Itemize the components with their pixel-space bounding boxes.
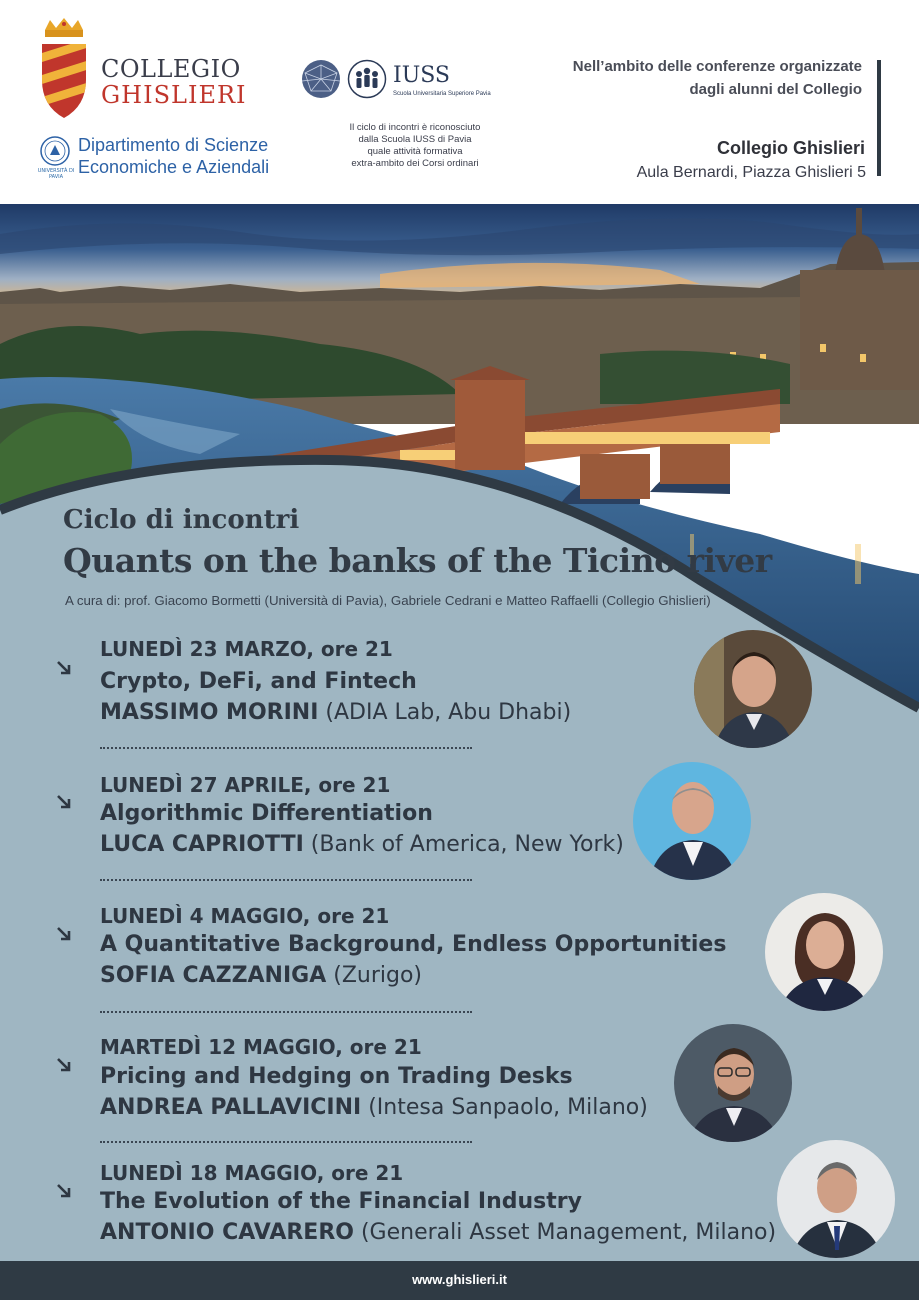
- universita-pavia-seal-icon: [40, 136, 70, 166]
- dotted-separator: [100, 1011, 472, 1013]
- event-date: MARTEDÌ 12 MAGGIO, ore 21: [100, 1035, 422, 1059]
- iuss-note-line: Il ciclo di incontri è riconosciuto: [349, 122, 481, 133]
- dotted-separator: [100, 747, 472, 749]
- speaker-affiliation: (Generali Asset Management, Milano): [360, 1220, 777, 1245]
- network-globe-icon: [301, 59, 341, 99]
- iuss-note-line: dalla Scuola IUSS di Pavia: [358, 134, 472, 145]
- series-label: Ciclo di incontri: [63, 505, 300, 535]
- department-name-line1: Dipartimento di Scienze: [78, 135, 269, 155]
- intro-line: dagli alunni del Collegio: [689, 81, 862, 98]
- iuss-note-line: extra-ambito dei Corsi ordinari: [351, 158, 479, 169]
- speaker-photo-pallavicini: [674, 1024, 792, 1142]
- speaker-name: MASSIMO MORINI: [100, 700, 319, 725]
- venue-name: Collegio Ghislieri: [716, 138, 865, 158]
- speaker-photo-capriotti: [633, 762, 751, 880]
- event-date: LUNEDÌ 18 MAGGIO, ore 21: [100, 1161, 404, 1185]
- event-title: Crypto, DeFi, and Fintech: [100, 669, 417, 694]
- iuss-subtitle: Scuola Universitaria Superiore Pavia: [393, 91, 491, 97]
- intro-line: Nell’ambito delle conferenze organizzate: [572, 58, 862, 75]
- iuss-note-line: quale attività formativa: [367, 146, 463, 157]
- event-title: Pricing and Hedging on Trading Desks: [100, 1064, 573, 1089]
- collegio-name-line2: GHISLIERI: [101, 81, 247, 109]
- speaker-name: SOFIA CAZZANIGA: [100, 963, 327, 988]
- event-title: Algorithmic Differentiation: [100, 801, 433, 826]
- speaker-photo-cazzaniga: [765, 893, 883, 1011]
- speaker-photo-cavarero: [777, 1140, 895, 1258]
- website-link[interactable]: www.ghislieri.it: [412, 1272, 507, 1287]
- curators-line: A cura di: prof. Giacomo Bormetti (Università di Pavia), Gabriele Cedrani e Matteo Raffaelli (Collegio Ghislieri): [65, 593, 711, 608]
- venue-accent-bar: [877, 60, 881, 176]
- arrow-down-right-icon: [56, 1183, 72, 1199]
- arrow-down-right-icon: [56, 660, 72, 676]
- iuss-name: IUSS: [393, 63, 450, 88]
- arrow-down-right-icon: [56, 926, 72, 942]
- series-title: Quants on the banks of the Ticino river: [63, 541, 772, 580]
- speaker-affiliation: (Zurigo): [333, 963, 422, 988]
- dotted-separator: [100, 879, 472, 881]
- collegio-name-line1: COLLEGIO: [101, 55, 241, 83]
- arrow-down-right-icon: [56, 794, 72, 810]
- speaker-affiliation: (ADIA Lab, Abu Dhabi): [325, 700, 572, 725]
- event-speaker: [100, 963, 422, 988]
- event-date: LUNEDÌ 23 MARZO, ore 21: [100, 637, 393, 661]
- speaker-name: LUCA CAPRIOTTI: [100, 832, 304, 857]
- event-speaker: [100, 1095, 648, 1120]
- speaker-name: ANTONIO CAVARERO: [100, 1220, 354, 1245]
- arrow-down-right-icon: [56, 1057, 72, 1073]
- speaker-affiliation: (Bank of America, New York): [310, 832, 624, 857]
- department-name-line2: Economiche e Aziendali: [78, 157, 270, 177]
- speaker-name: ANDREA PALLAVICINI: [100, 1095, 362, 1120]
- iuss-recognition-note: [330, 122, 500, 170]
- event-speaker: [100, 832, 624, 857]
- event-speaker: [100, 1220, 776, 1245]
- event-title: A Quantitative Background, Endless Opportunities: [100, 932, 727, 957]
- speaker-photo-morini: [694, 630, 812, 748]
- event-date: LUNEDÌ 4 MAGGIO, ore 21: [100, 904, 390, 928]
- university-seal-caption: UNIVERSITÀ DI PAVIA: [37, 168, 75, 180]
- collegio-ghislieri-crest-icon: [36, 18, 92, 120]
- event-date: LUNEDÌ 27 APRILE, ore 21: [100, 773, 391, 797]
- event-speaker: [100, 700, 571, 725]
- speaker-affiliation: (Intesa Sanpaolo, Milano): [368, 1095, 648, 1120]
- iuss-figures-icon: [347, 59, 387, 99]
- event-title: The Evolution of the Financial Industry: [100, 1189, 582, 1214]
- dotted-separator: [100, 1141, 472, 1143]
- venue-address: Aula Bernardi, Piazza Ghislieri 5: [636, 164, 866, 181]
